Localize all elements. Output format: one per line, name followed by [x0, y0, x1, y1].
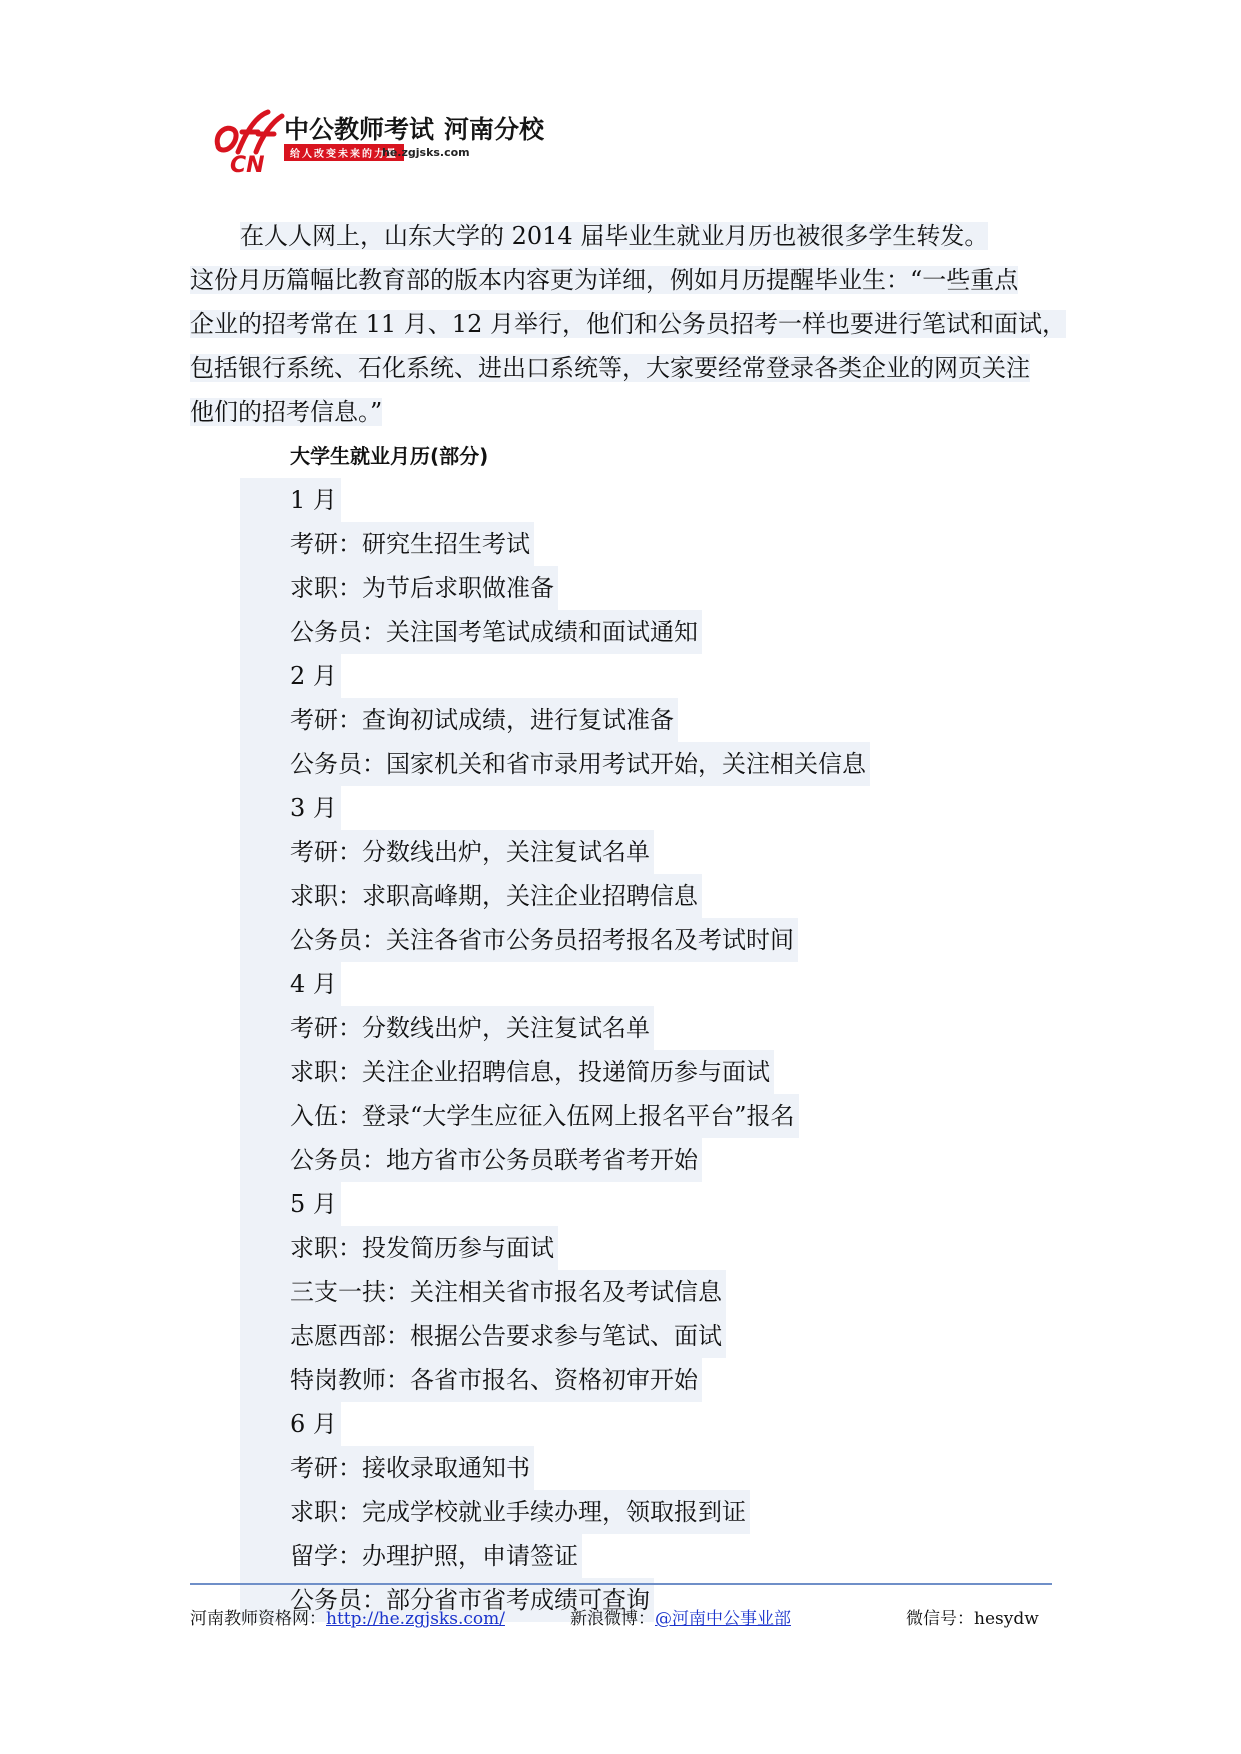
calendar-line-text: 2 月 — [240, 654, 341, 698]
calendar-line — [240, 478, 1052, 522]
calendar-line-text: 入伍：登录“大学生应征入伍网上报名平台”报名 — [240, 1094, 799, 1138]
paragraph-line: 这份月历篇幅比教育部的版本内容更为详细，例如月历提醒毕业生：“一些重点 — [190, 266, 1019, 294]
logo-slogan: 给人改变未来的力量 — [284, 144, 404, 161]
calendar-line — [240, 1138, 1052, 1182]
paragraph-line: 在人人网上，山东大学的 2014 届毕业生就业月历也被很多学生转发。 — [240, 222, 989, 250]
calendar-line — [240, 654, 1052, 698]
calendar-line-text: 5 月 — [240, 1182, 341, 1226]
calendar-line-text: 公务员：地方省市公务员联考省考开始 — [240, 1138, 702, 1182]
footer-wechat-id: hesydw — [974, 1609, 1039, 1629]
calendar-line-text: 求职：完成学校就业手续办理，领取报到证 — [240, 1490, 750, 1534]
intro-paragraph — [190, 214, 1066, 434]
paragraph-line: 他们的招考信息。” — [190, 398, 383, 426]
footer-divider — [190, 1583, 1052, 1585]
calendar-line — [240, 742, 1052, 786]
footer-site-label: 河南教师资格网： — [190, 1609, 326, 1629]
calendar-line — [240, 1490, 1052, 1534]
calendar-line — [240, 962, 1052, 1006]
calendar-line-text: 特岗教师：各省市报名、资格初审开始 — [240, 1358, 702, 1402]
calendar-list — [240, 478, 1052, 1622]
employment-calendar — [240, 434, 1052, 1622]
calendar-line-text: 1 月 — [240, 478, 341, 522]
calendar-line-text: 公务员：关注各省市公务员招考报名及考试时间 — [240, 918, 798, 962]
calendar-line-text: 考研：接收录取通知书 — [240, 1446, 534, 1490]
calendar-line-text: 公务员：部分省市省考成绩可查询 — [240, 1578, 654, 1622]
calendar-line — [240, 522, 1052, 566]
calendar-line — [240, 610, 1052, 654]
calendar-line-text: 公务员：关注国考笔试成绩和面试通知 — [240, 610, 702, 654]
calendar-line — [240, 1226, 1052, 1270]
calendar-line — [240, 566, 1052, 610]
calendar-line — [240, 786, 1052, 830]
footer-weibo — [570, 1604, 791, 1629]
footer-site-link[interactable]: http://he.zgjsks.com/ — [326, 1609, 505, 1629]
offcn-logo-mark-icon — [212, 106, 286, 176]
footer-wechat-label: 微信号： — [906, 1609, 974, 1629]
calendar-line — [240, 1050, 1052, 1094]
calendar-line — [240, 918, 1052, 962]
calendar-line — [240, 1182, 1052, 1226]
footer-weibo-link[interactable]: @河南中公事业部 — [655, 1609, 791, 1629]
svg-text:CN: CN — [230, 153, 265, 176]
calendar-line — [240, 1094, 1052, 1138]
header-logo — [212, 104, 545, 178]
logo-url: he.zgjsks.com — [382, 146, 470, 159]
logo-title — [284, 110, 544, 146]
calendar-line-text: 公务员：国家机关和省市录用考试开始，关注相关信息 — [240, 742, 870, 786]
calendar-line-text: 考研：研究生招生考试 — [240, 522, 534, 566]
calendar-line-text: 考研：分数线出炉，关注复试名单 — [240, 1006, 654, 1050]
calendar-line — [240, 1270, 1052, 1314]
calendar-line — [240, 830, 1052, 874]
logo-name: 中公教师考试 — [284, 115, 435, 144]
calendar-line — [240, 1402, 1052, 1446]
footer-site — [190, 1604, 505, 1629]
calendar-line-text: 三支一扶：关注相关省市报名及考试信息 — [240, 1270, 726, 1314]
calendar-line — [240, 1006, 1052, 1050]
paragraph-line: 企业的招考常在 11 月、12 月举行，他们和公务员招考一样也要进行笔试和面试， — [190, 310, 1066, 338]
calendar-line-text: 考研：分数线出炉，关注复试名单 — [240, 830, 654, 874]
calendar-line-text: 留学：办理护照，申请签证 — [240, 1534, 582, 1578]
calendar-line-text: 求职：关注企业招聘信息，投递简历参与面试 — [240, 1050, 774, 1094]
paragraph-line: 包括银行系统、石化系统、进出口系统等，大家要经常登录各类企业的网页关注 — [190, 354, 1030, 382]
calendar-line — [240, 874, 1052, 918]
logo-branch: 河南分校 — [444, 115, 545, 144]
calendar-line-text: 求职：求职高峰期，关注企业招聘信息 — [240, 874, 702, 918]
calendar-line — [240, 1446, 1052, 1490]
footer-wechat — [906, 1604, 1039, 1629]
calendar-line — [240, 1358, 1052, 1402]
calendar-title: 大学生就业月历(部分) — [290, 444, 489, 468]
calendar-line-text: 求职：投发简历参与面试 — [240, 1226, 558, 1270]
calendar-line — [240, 1314, 1052, 1358]
calendar-line-text: 求职：为节后求职做准备 — [240, 566, 558, 610]
calendar-line-text: 考研：查询初试成绩，进行复试准备 — [240, 698, 678, 742]
calendar-line — [240, 1534, 1052, 1578]
calendar-line-text: 志愿西部：根据公告要求参与笔试、面试 — [240, 1314, 726, 1358]
footer-weibo-label: 新浪微博： — [570, 1609, 655, 1629]
calendar-line-text: 4 月 — [240, 962, 341, 1006]
calendar-line-text: 3 月 — [240, 786, 341, 830]
calendar-line-text: 6 月 — [240, 1402, 341, 1446]
calendar-line — [240, 698, 1052, 742]
